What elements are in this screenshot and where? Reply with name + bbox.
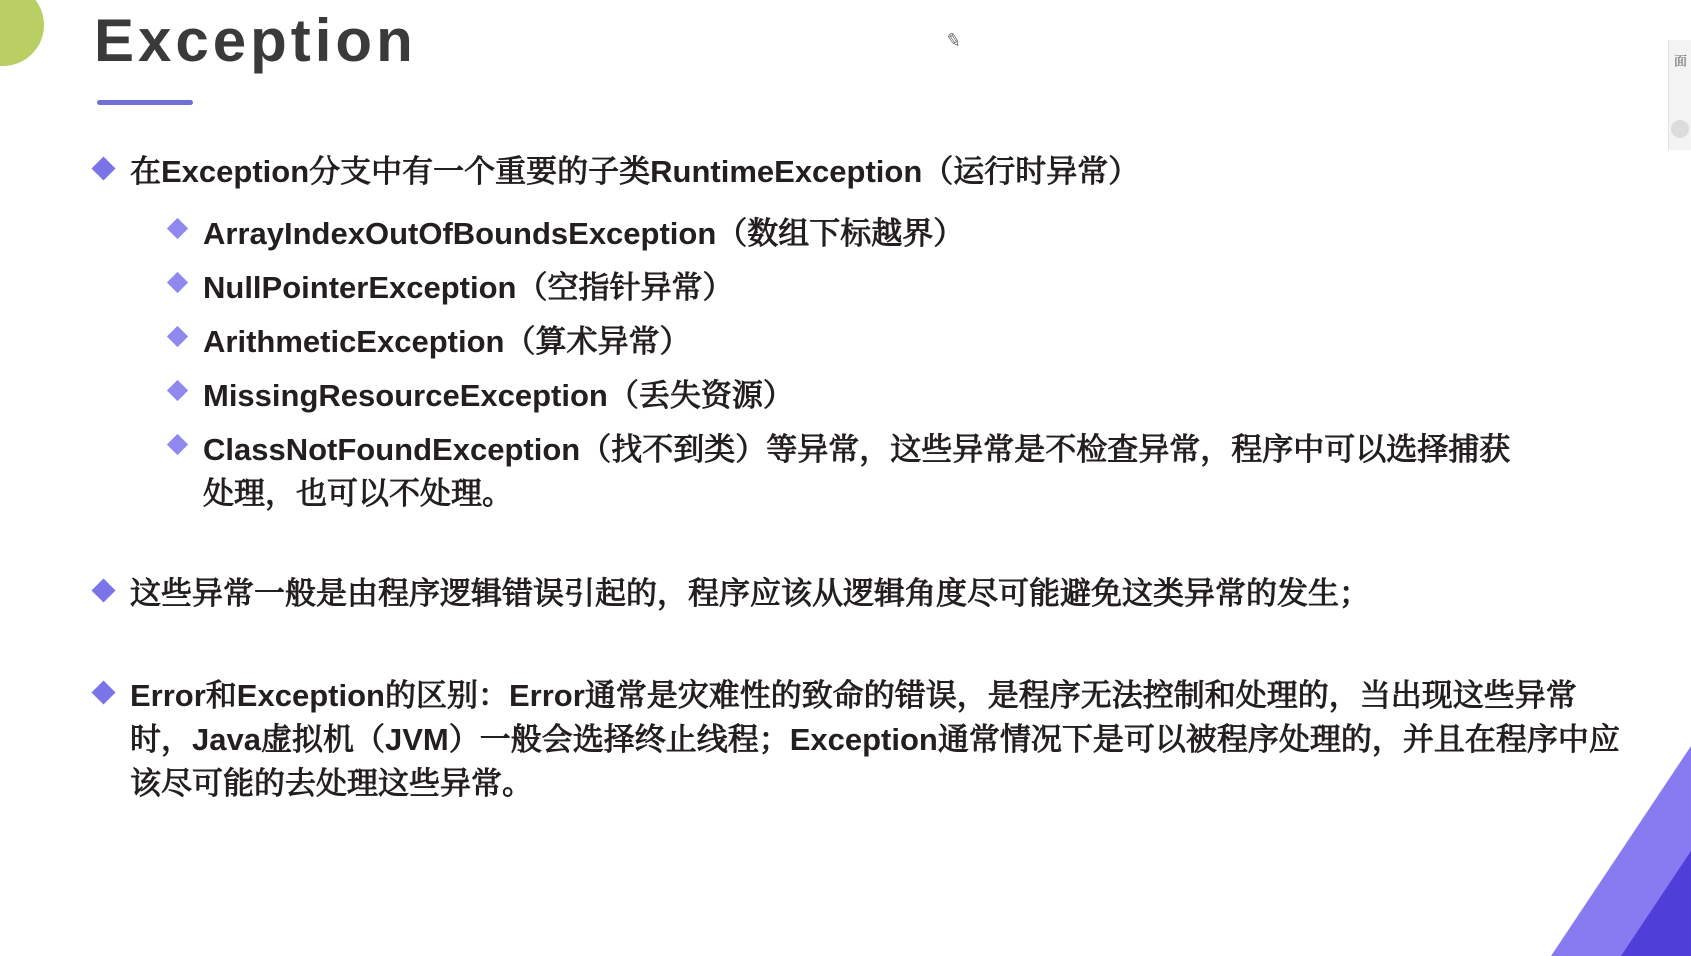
bullet-item: [0, 572, 1691, 616]
diamond-bullet-icon: [167, 218, 188, 239]
bullet-item: [0, 320, 1691, 364]
right-panel-avatar[interactable]: [1671, 120, 1689, 138]
bullet-item: [0, 212, 1691, 256]
spacer: [0, 204, 1691, 212]
right-side-panel: [1668, 40, 1691, 150]
diamond-bullet-icon: [167, 272, 188, 293]
bullet-item: [0, 674, 1691, 806]
bullet-item: [0, 150, 1691, 194]
bullet-text: ClassNotFoundException（找不到类）等异常，这些异常是不检查异常，程序中可以选择捕获处理，也可以不处理。: [203, 432, 1511, 512]
diamond-bullet-icon: [91, 681, 115, 705]
diamond-bullet-icon: [91, 579, 115, 603]
page-title: Exception: [94, 7, 417, 74]
bullet-text: NullPointerException（空指针异常）: [203, 270, 734, 306]
diamond-bullet-icon: [167, 434, 188, 455]
slide-content: [0, 150, 1691, 816]
bullet-item: [0, 374, 1691, 418]
spacer: [0, 626, 1691, 674]
decorative-green-blob: [0, 0, 44, 66]
bullet-text: ArrayIndexOutOfBoundsException（数组下标越界）: [203, 216, 965, 252]
spacer: [0, 526, 1691, 572]
decorative-triangle-small: [1621, 851, 1691, 956]
bullet-item: [0, 266, 1691, 310]
title-underline: [97, 100, 193, 105]
bullet-text: 在Exception分支中有一个重要的子类RuntimeException（运行时异常）: [130, 154, 1140, 189]
diamond-bullet-icon: [167, 380, 188, 401]
diamond-bullet-icon: [91, 156, 115, 180]
pencil-icon: ✎: [944, 29, 963, 52]
bullet-text: ArithmeticException（算术异常）: [203, 324, 691, 360]
diamond-bullet-icon: [167, 326, 188, 347]
bullet-text: Error和Exception的区别：Error通常是灾难性的致命的错误，是程序无法控制和处理的，当出现这些异常时，Java虚拟机（JVM）一般会选择终止线程；Exception通常情况下是可以被程序处理的，并且在程序中应该尽可能的去处理这些异常。: [130, 678, 1620, 802]
right-panel-label: 面: [1672, 54, 1687, 67]
bullet-text: MissingResourceException（丢失资源）: [203, 378, 794, 414]
bullet-item: [0, 428, 1691, 516]
bullet-text: 这些异常一般是由程序逻辑错误引起的，程序应该从逻辑角度尽可能避免这类异常的发生；: [130, 576, 1370, 612]
